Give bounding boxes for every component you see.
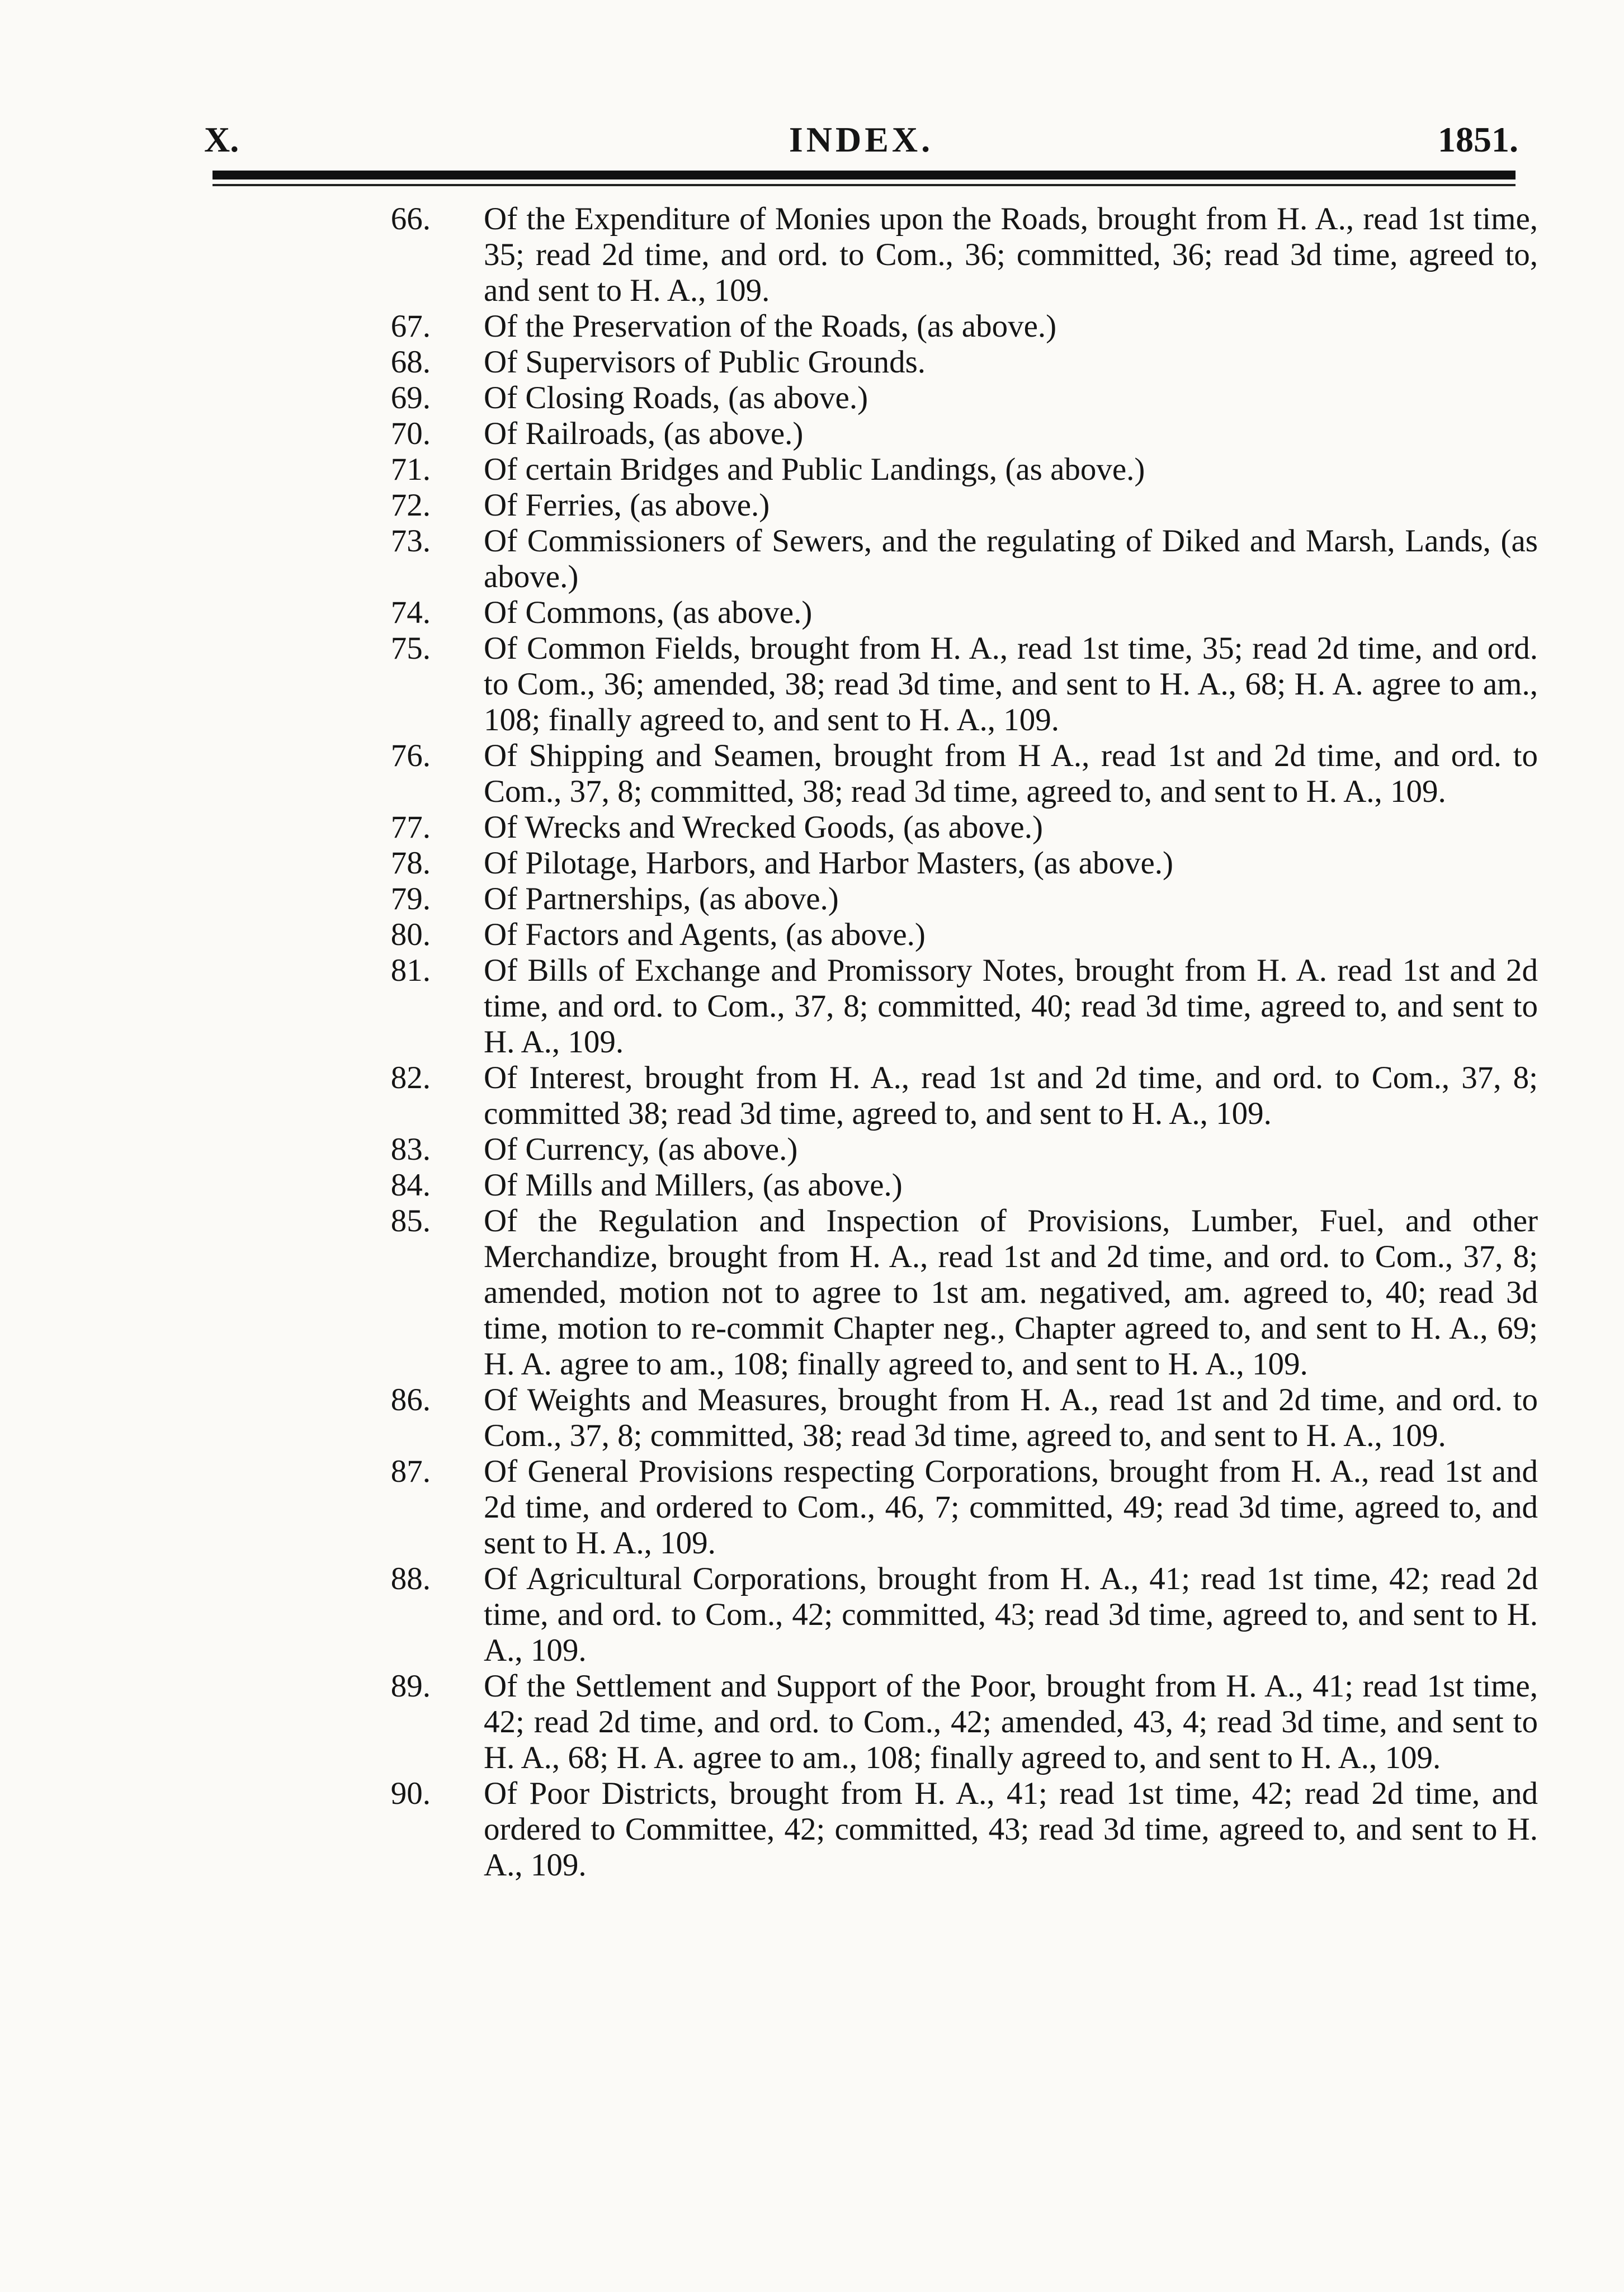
entry-text: Of General Provisions respecting Corporations, brought from H. A., read 1st and 2d time, and ordered to Com., 46, 7; committed, 49; read 3d time, agreed to, and sent to H. A., 109.: [484, 1454, 1538, 1561]
index-entry: [347, 344, 1538, 380]
index-entry: [347, 738, 1538, 810]
entry-text: Of Railroads, (as above.): [484, 416, 804, 451]
entry-number: 85.: [390, 1203, 431, 1239]
entry-number: 66.: [390, 201, 431, 237]
entry-number: 70.: [390, 416, 431, 451]
entry-text: Of Mills and Millers, (as above.): [484, 1168, 903, 1203]
entry-number: 82.: [390, 1060, 431, 1095]
page-title: INDEX.: [789, 120, 934, 159]
entry-text: Of Bills of Exchange and Promissory Notes, brought from H. A. read 1st and 2d time, and ord. to Com., 37, 8; committed, 40; read 3d time, agreed to, and sent to H. A., 109.: [484, 953, 1538, 1060]
entry-text: Of Poor Districts, brought from H. A., 41; read 1st time, 42; read 2d time, and ordered to Committee, 42; committed, 43; read 3d time, agreed to, and sent to H. A., 109.: [484, 1776, 1538, 1883]
header-rule-thin: [213, 184, 1516, 186]
entry-text: Of the Regulation and Inspection of Provisions, Lumber, Fuel, and other Merchandize, brought from H. A., read 1st and 2d time, and ord. to Com., 37, 8; amended, motion not to agree to 1st am. negatived, am. agreed to, 40; read 3d time, motion to re-commit Chapter neg., Chapter agreed to, and sent to H. A., 69; H. A. agree to am., 108; finally agreed to, and sent to H. A., 109.: [484, 1203, 1538, 1382]
page-header: [204, 112, 1518, 168]
index-entry: [347, 917, 1538, 953]
entry-text: Of Commons, (as above.): [484, 595, 813, 630]
entry-text: Of the Settlement and Support of the Poor, brought from H. A., 41; read 1st time, 42; read 2d time, and ord. to Com., 42; amended, 43, 4; read 3d time, and sent to H. A., 68; H. A. agree to am., 108; finally agreed to, and sent to H. A., 109.: [484, 1669, 1538, 1775]
entry-number: 72.: [390, 488, 431, 523]
entry-number: 80.: [390, 917, 431, 952]
entry-text: Of Wrecks and Wrecked Goods, (as above.): [484, 810, 1043, 845]
entry-number: 83.: [390, 1132, 431, 1167]
index-entry: [347, 845, 1538, 881]
entry-text: Of Supervisors of Public Grounds.: [484, 344, 926, 380]
entry-number: 90.: [390, 1776, 431, 1811]
entry-text: Of Common Fields, brought from H. A., read 1st time, 35; read 2d time, and ord. to Com., 36; amended, 38; read 3d time, and sent to H. A., 68; H. A. agree to am., 108; finally agreed to, and sent to H. A., 109.: [484, 631, 1538, 738]
entry-text: Of Currency, (as above.): [484, 1132, 798, 1167]
entry-text: Of Weights and Measures, brought from H. A., read 1st and 2d time, and ord. to Com., 37, 8; committed, 38; read 3d time, agreed to, and sent to H. A., 109.: [484, 1382, 1538, 1453]
index-entry: [347, 1561, 1538, 1669]
index-entry: [347, 1776, 1538, 1883]
entry-text: Of the Expenditure of Monies upon the Roads, brought from H. A., read 1st time, 35; read 2d time, and ord. to Com., 36; committed, 36; read 3d time, agreed to, and sent to H. A., 109.: [484, 201, 1538, 308]
entry-number: 69.: [390, 380, 431, 415]
index-entry: [347, 1168, 1538, 1203]
index-entry: [347, 1060, 1538, 1132]
index-entry: [347, 810, 1538, 845]
entry-text: Of Factors and Agents, (as above.): [484, 917, 926, 952]
index-entry: [347, 380, 1538, 416]
entry-number: 78.: [390, 845, 431, 881]
entry-number: 88.: [390, 1561, 431, 1596]
index-entry: [347, 631, 1538, 738]
entry-number: 87.: [390, 1454, 431, 1489]
entry-text: Of Pilotage, Harbors, and Harbor Masters, (as above.): [484, 845, 1174, 881]
index-entry: [347, 953, 1538, 1060]
entry-number: 75.: [390, 631, 431, 666]
index-entry: [347, 1132, 1538, 1168]
entry-number: 73.: [390, 523, 431, 559]
page-section-numeral: X.: [204, 120, 239, 159]
entry-number: 84.: [390, 1168, 431, 1203]
index-entry: [347, 1454, 1538, 1561]
entry-number: 74.: [390, 595, 431, 630]
entry-text: Of Partnerships, (as above.): [484, 881, 839, 916]
entry-number: 89.: [390, 1669, 431, 1704]
entry-number: 67.: [390, 309, 431, 344]
entry-number: 81.: [390, 953, 431, 988]
entry-text: Of Closing Roads, (as above.): [484, 380, 868, 415]
entry-number: 68.: [390, 344, 431, 380]
entry-number: 86.: [390, 1382, 431, 1417]
entry-text: Of Agricultural Corporations, brought from H. A., 41; read 1st time, 42; read 2d time, and ord. to Com., 42; committed, 43; read 3d time, agreed to, and sent to H. A., 109.: [484, 1561, 1538, 1668]
entry-text: Of Ferries, (as above.): [484, 488, 770, 523]
index-entry: [347, 881, 1538, 917]
entry-number: 71.: [390, 452, 431, 487]
index-entry: [347, 416, 1538, 452]
entry-text: Of Interest, brought from H. A., read 1st and 2d time, and ord. to Com., 37, 8; committed 38; read 3d time, agreed to, and sent to H. A., 109.: [484, 1060, 1538, 1131]
entry-text: Of certain Bridges and Public Landings, (as above.): [484, 452, 1145, 487]
entry-text: Of Commissioners of Sewers, and the regulating of Diked and Marsh, Lands, (as above.): [484, 523, 1538, 594]
entry-text: Of Shipping and Seamen, brought from H A., read 1st and 2d time, and ord. to Com., 37, 8; committed, 38; read 3d time, agreed to, and sent to H. A., 109.: [484, 738, 1538, 809]
index-entry: [347, 201, 1538, 309]
index-entry: [347, 1669, 1538, 1776]
entry-text: Of the Preservation of the Roads, (as above.): [484, 309, 1057, 344]
index-entry: [347, 1203, 1538, 1382]
header-rule-thick: [213, 171, 1516, 179]
index-entry: [347, 452, 1538, 488]
entry-number: 77.: [390, 810, 431, 845]
index-entry: [347, 488, 1538, 523]
index-entry: [347, 1382, 1538, 1454]
entry-number: 76.: [390, 738, 431, 773]
index-entries: [347, 201, 1538, 1883]
page-year: 1851.: [1438, 120, 1518, 159]
entry-number: 79.: [390, 881, 431, 916]
index-entry: [347, 523, 1538, 595]
index-entry: [347, 309, 1538, 344]
index-entry: [347, 595, 1538, 631]
